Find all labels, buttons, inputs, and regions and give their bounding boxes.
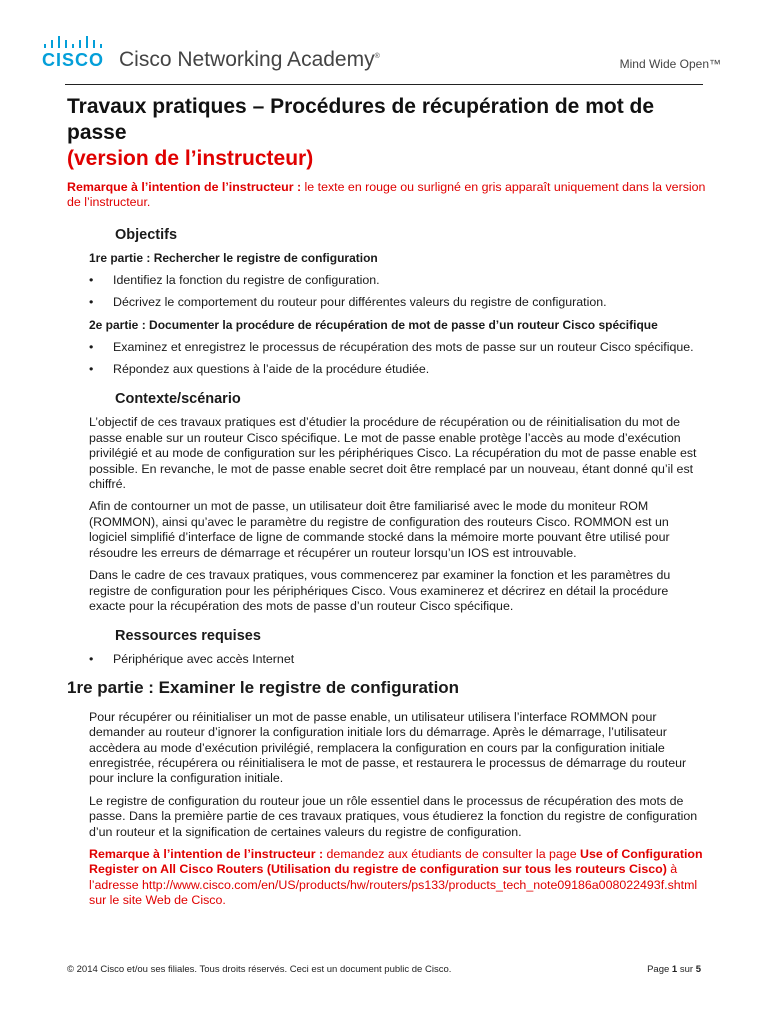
list-item: • Identifiez la fonction du registre de configuration. (67, 273, 707, 288)
objective-part2: 2e partie : Documenter la procédure de récupération de mot de passe d’un routeur Cisco spécifique (89, 317, 658, 332)
resources-heading: Ressources requises (115, 628, 261, 645)
objective-part1: 1re partie : Rechercher le registre de configuration (89, 250, 378, 265)
registered-mark: ® (374, 53, 380, 60)
paragraph: Afin de contourner un mot de passe, un utilisateur doit être familiarisé avec le mode du moniteur ROM (ROMMON), ainsi qu’avec le paramètre du registre de configuration des routeurs Cisco. ROMMON est un logiciel simplifié d’interface de ligne de commande stocké dans la mémoire morte pouvant être utilisé pour résoudre les erreurs de démarrage et récupérer un routeur lorsqu’un IOS est introuvable. (89, 499, 670, 560)
list-item: • Répondez aux questions à l’aide de la procédure étudiée. (67, 362, 707, 377)
paragraph: Pour récupérer ou réinitialiser un mot de passe enable, un utilisateur utilisera l’interface ROMMON pour demander au routeur d’ignorer la configuration initiale lors du démarrage. Après le démarrage, l’utilisateur accèdera au mode d’exécution privilégié, remplacera la configuration en cours par la configuration initiale enregistrée, récupérera ou réinitialisera le mot de passe, et restaurera le processus de démarrage du routeur pour inclure la configuration initiale. (89, 709, 687, 786)
cisco-logo-bars-icon (44, 32, 108, 48)
resources-list (67, 652, 707, 667)
note-label: Remarque à l’intention de l’instructeur : (89, 846, 324, 861)
list-item: • Décrivez le comportement du routeur pour différentes valeurs du registre de configuration. (67, 295, 707, 310)
objective-part2-list (67, 340, 707, 378)
note-label: Remarque à l’intention de l’instructeur : (67, 180, 302, 194)
doc-title: Use of Configuration Register on All Cisco Routers (Utilisation du registre de configuration sur tous les routeurs Cisco) (89, 846, 703, 877)
context-heading: Contexte/scénario (115, 391, 241, 408)
cisco-logo: CISCO (42, 50, 105, 70)
page-footer (67, 964, 701, 975)
tagline: Mind Wide Open™ (619, 57, 721, 71)
list-item: • Périphérique avec accès Internet (67, 652, 707, 667)
page-sep: sur (677, 964, 696, 975)
paragraph: L’objectif de ces travaux pratiques est d’étudier la procédure de récupération ou de réinitialisation du mot de passe enable sur un routeur Cisco spécifique. Le mot de passe enable protège l’accès au mode d’exécution privilégié et au mode de configuration sur les périphériques Cisco. La récupération du mot de passe enable est possible. En revanche, le mot de passe enable secret doit être remplacé par un nouveau, étant donné qu’il est chiffré. (89, 415, 697, 492)
academy-label: Cisco Networking Academy (119, 48, 375, 71)
page-title (67, 94, 707, 172)
objective-part1-list (67, 273, 707, 311)
note-text: sur le site Web de Cisco. (89, 893, 226, 908)
total-pages: 5 (695, 964, 701, 975)
instructor-note (67, 180, 707, 211)
title-subtitle: (version de l’instructeur) (67, 147, 314, 170)
instructor-note-part1 (89, 847, 707, 909)
objectives-heading: Objectifs (115, 226, 178, 243)
page-header (0, 0, 768, 80)
academy-name (119, 48, 380, 72)
header-divider (65, 84, 703, 85)
list-item: • Examinez et enregistrez le processus de récupération des mots de passe sur un routeur Cisco spécifique. (67, 340, 707, 355)
current-page: 1 (671, 964, 678, 975)
note-text: à l’adresse (89, 862, 678, 892)
paragraph: Dans le cadre de ces travaux pratiques, vous commencerez par examiner la fonction et les paramètres du registre de configuration pour les périphériques Cisco. Vous examinerez et décrirez en détail la procédure exacte pour la récupération des mots de passe d’un routeur Cisco spécifique. (89, 568, 671, 613)
note-text: demandez aux étudiants de consulter la page (323, 846, 581, 861)
page-label: Page (647, 964, 672, 975)
copyright: © 2014 Cisco et/ou ses filiales. Tous droits réservés. Ceci est un document public de Cisco. (67, 964, 452, 975)
cisco-url-link[interactable]: http://www.cisco.com/en/US/products/hw/routers/ps133/products_tech_note09186a008022493f.shtml (142, 877, 698, 892)
note-text: le texte en rouge ou surligné en gris apparaît uniquement dans la version de l’instructeur. (67, 180, 706, 210)
page-number (647, 964, 701, 975)
title-main: Travaux pratiques – Procédures de récupération de mot de passe (67, 95, 655, 144)
paragraph: Le registre de configuration du routeur joue un rôle essentiel dans le processus de récupération des mots de passe. Dans la première partie de ces travaux pratiques, vous étudierez la fonction du registre de configuration d’un routeur et la signification de certaines valeurs du registre de configuration. (89, 793, 698, 839)
part1-heading: 1re partie : Examiner le registre de configuration (67, 677, 460, 697)
document-body (67, 94, 707, 916)
